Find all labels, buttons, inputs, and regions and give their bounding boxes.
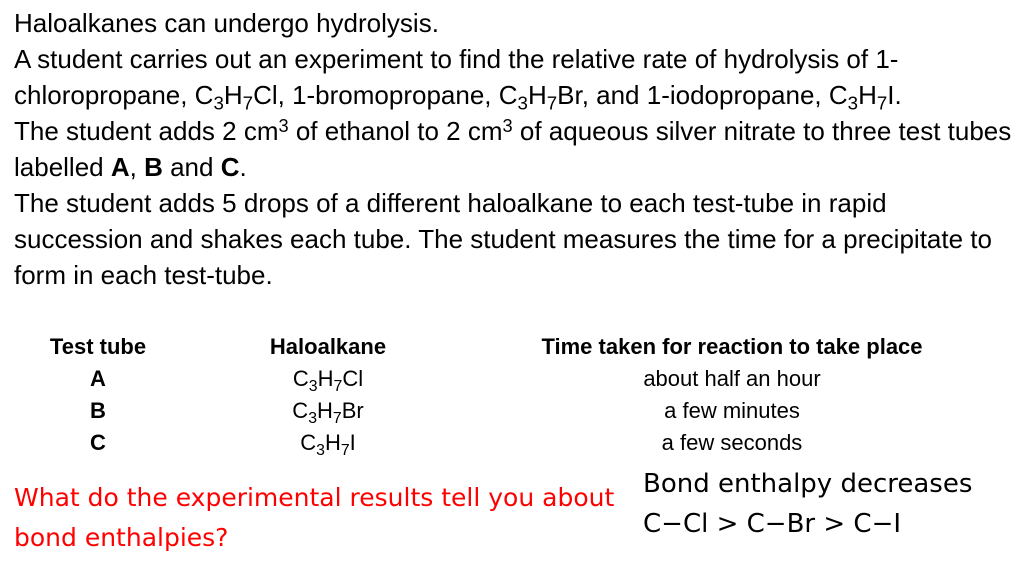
intro-line-2 [14,41,1014,113]
subscript: 7 [333,377,343,395]
intro-line-2-text-k: H [858,80,877,110]
time-cell: a few seconds [661,430,803,455]
label-b: B [144,152,163,182]
subscript: 3 [308,409,317,427]
subscript-7: 7 [242,92,254,114]
test-tube-cell: C [90,430,106,455]
subscript-7: 7 [546,92,558,114]
test-tube-cell: A [90,366,106,391]
answer-line-1: Bond enthalpy decreases [643,469,973,499]
haloalkane-cell [228,366,428,395]
subscript-3: 3 [213,92,224,114]
superscript-3: 3 [278,115,289,136]
haloalkane-cell [228,398,428,427]
time-cell: about half an hour [643,366,821,391]
formula-part: Br [341,398,364,423]
haloalkane-cell [228,430,428,459]
intro-line-2-text-e: Cl, 1-bromopropane, C [253,80,518,110]
subscript: 3 [316,441,325,459]
subscript-7: 7 [876,92,888,114]
subscript: 3 [308,377,318,395]
table-row [0,430,1024,462]
header-haloalkane: Haloalkane [269,334,387,359]
answer-box [633,464,1024,564]
formula-part: H [317,366,334,391]
label-a: A [110,152,130,182]
intro-line-1: Haloalkanes can undergo hydrolysis. [14,8,439,38]
formula-part: C [292,366,309,391]
subscript: 7 [340,441,350,459]
formula-part: C [292,398,309,423]
subscript: 7 [332,409,342,427]
question-line-1: What do the experimental results tell you about [14,483,615,512]
intro-text [14,5,1014,293]
intro-line-3-text-g: , [129,152,145,182]
formula-part: Cl [342,366,364,391]
intro-line-2-text-m: I. [887,80,902,110]
intro-line-3 [14,113,1014,185]
subscript-3: 3 [847,92,859,114]
intro-line-2-text-a: A student carries out an experiment to find the relative rate of hydrolysis of 1-chloropropane, C [14,44,899,110]
time-cell: a few minutes [664,398,800,423]
intro-line-2-text-g: H [527,80,547,110]
intro-line-3-text-e: of aqueous silver nitrate to three test tubes labelled [14,116,1012,182]
answer-line-2: C−Cl > C−Br > C−I [643,509,902,539]
table-row [0,398,1024,430]
subscript-3: 3 [517,92,528,114]
intro-line-2-text-c: H [223,80,243,110]
question-line-2: bond enthalpies? [14,523,229,552]
label-c: C [220,152,240,182]
header-test-tube: Test tube [49,334,147,359]
intro-line-3-text-a: The student adds 2 cm [14,116,279,146]
test-tube-cell: B [90,398,106,423]
formula-part: H [324,430,341,455]
formula-part: C [300,430,317,455]
superscript-3: 3 [502,115,513,136]
question-text [14,478,614,558]
intro-line-3-text-c: of ethanol to 2 cm [288,116,503,146]
formula-part: H [317,398,333,423]
intro-line-3-text-i: and [162,152,221,182]
intro-line-2-text-i: Br, and 1-iodopropane, C [557,80,848,110]
table-row [0,366,1024,398]
intro-line-4: The student adds 5 drops of a different haloalkane to each test-tube in rapid succession and shakes each tube. The student measures the time for a precipitate to form in each test-tube. [14,188,992,290]
table-header-row [0,334,1024,366]
header-time: Time taken for reaction to take place [541,334,923,359]
intro-line-3-text-k: . [239,152,247,182]
formula-part: I [349,430,356,455]
